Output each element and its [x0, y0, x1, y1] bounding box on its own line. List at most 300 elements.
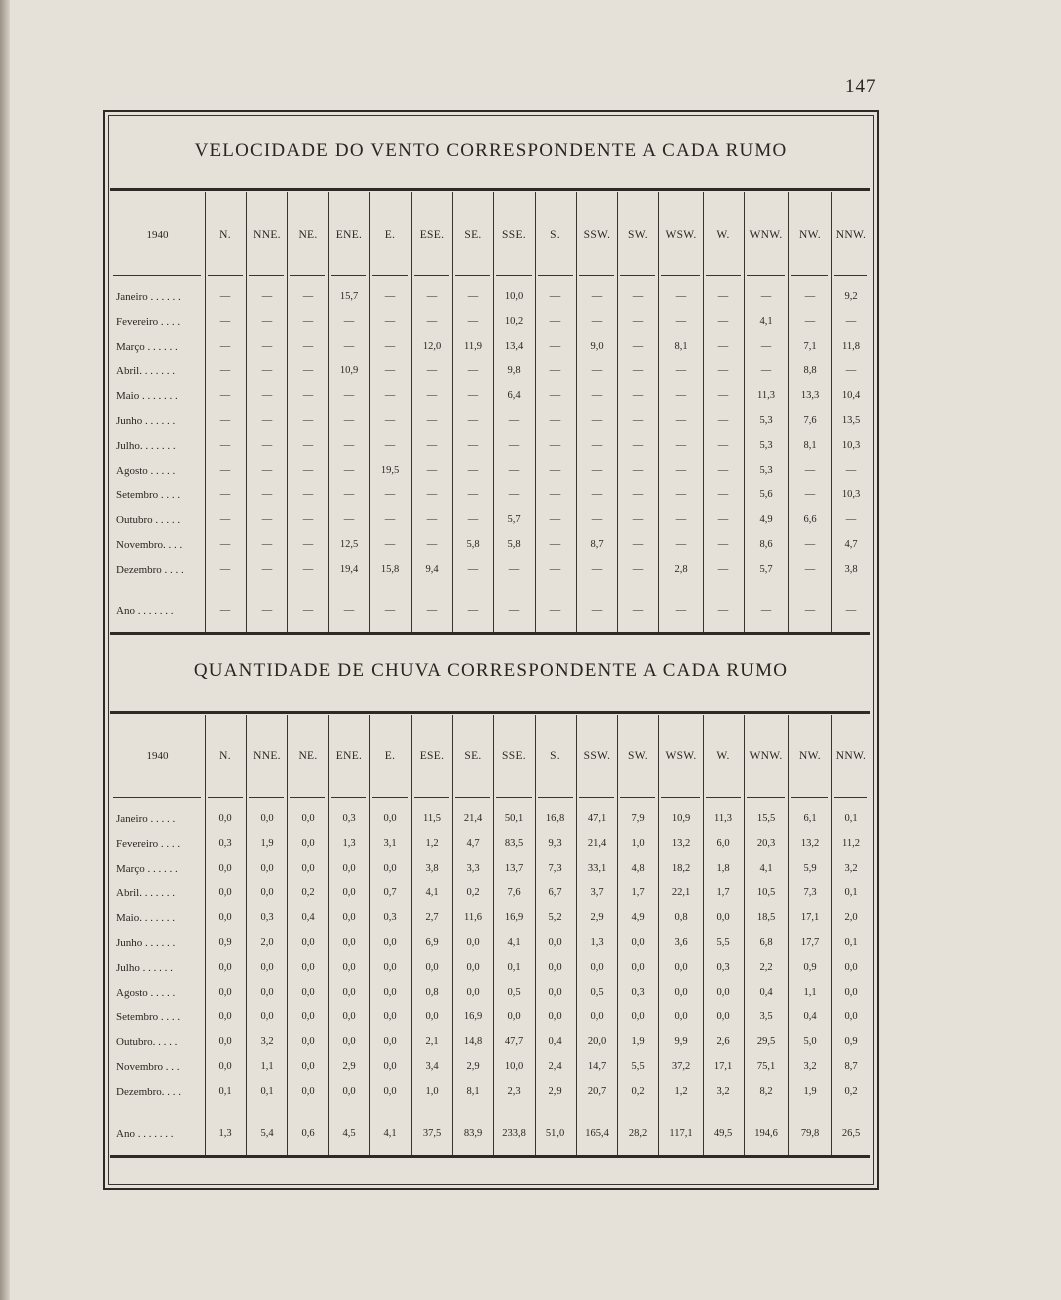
table-cell: 1,9	[803, 1085, 817, 1097]
column-header-n: N.	[219, 750, 231, 762]
table-cell: 8,6	[759, 539, 773, 550]
total-cell: —	[760, 605, 772, 616]
table-cell: 11,3	[757, 390, 775, 402]
table-cell: 0,0	[383, 813, 397, 824]
column-header-se: SE.	[464, 750, 482, 762]
table-cell: —	[717, 365, 729, 377]
table-cell: 16,9	[504, 912, 524, 924]
table-cell: —	[302, 539, 314, 550]
total-cell: 79,8	[800, 1128, 820, 1139]
table-cell: —	[302, 415, 314, 426]
table-cell: 10,3	[841, 489, 861, 501]
table-cell: —	[384, 489, 396, 501]
table-cell: 8,7	[844, 1061, 858, 1072]
column-header-ese: ESE.	[419, 229, 445, 241]
table-cell: —	[549, 464, 561, 476]
page-binding-edge	[0, 0, 10, 1300]
table-cell: 2,1	[425, 1036, 439, 1048]
table-cell: —	[591, 365, 603, 377]
table-cell: 0,2	[631, 1085, 645, 1097]
table-cell: —	[591, 464, 603, 476]
table-cell: 9,9	[674, 1036, 688, 1048]
column-separator	[744, 192, 745, 632]
table-cell: 11,3	[714, 813, 732, 824]
table-cell: 0,0	[260, 862, 274, 874]
column-header-n: N.	[219, 229, 231, 241]
total-cell: —	[508, 605, 520, 616]
table-cell: 12,0	[422, 340, 442, 352]
table-cell: 0,2	[301, 887, 315, 899]
column-header-ene: ENE.	[335, 750, 363, 762]
table-cell: —	[426, 439, 438, 451]
table-cell: —	[261, 365, 273, 377]
table-cell: —	[219, 539, 231, 550]
table-cell: 0,3	[342, 813, 356, 824]
table-cell: —	[343, 415, 355, 426]
table-cell: 10,0	[504, 291, 524, 302]
header-underline	[620, 275, 655, 276]
table-cell: —	[302, 291, 314, 302]
header-underline	[620, 797, 655, 798]
table-cell: 17,7	[800, 937, 820, 948]
table-cell: —	[219, 415, 231, 426]
total-cell: —	[426, 605, 438, 616]
table-cell: —	[426, 390, 438, 402]
column-header-ssw: SSW.	[583, 229, 611, 241]
table-cell: —	[219, 365, 231, 377]
table-cell: 0,0	[844, 986, 858, 998]
table-cell: 17,1	[713, 1061, 733, 1072]
table-cell: 2,9	[548, 1085, 562, 1097]
column-header-wnw: WNW.	[749, 229, 783, 241]
table-cell: 0,0	[466, 986, 480, 998]
column-header-ne: NE.	[298, 750, 318, 762]
table-cell: 16,8	[545, 813, 565, 824]
table-cell: —	[549, 315, 561, 327]
table-cell: 5,6	[759, 489, 773, 501]
row-label: Dezembro. . . .	[116, 1085, 182, 1098]
table-cell: —	[343, 464, 355, 476]
table-cell: 13,2	[671, 837, 691, 849]
table-cell: —	[804, 539, 816, 550]
table-cell: —	[261, 514, 273, 526]
table-cell: 11,2	[842, 837, 860, 849]
total-cell: 26,5	[841, 1128, 861, 1139]
table-cell: 0,1	[844, 813, 858, 824]
table-cell: —	[845, 464, 857, 476]
table-cell: 5,0	[803, 1036, 817, 1048]
table-cell: 10,9	[671, 813, 691, 824]
total-cell: 0,6	[301, 1128, 315, 1139]
column-header-nnw: NNW.	[835, 750, 867, 762]
table-cell: 1,8	[716, 862, 730, 874]
table-cell: —	[717, 340, 729, 352]
total-cell: —	[467, 605, 479, 616]
table-cell: —	[804, 464, 816, 476]
total-cell: 4,1	[383, 1128, 397, 1139]
table-cell: 0,0	[548, 1011, 562, 1023]
table-cell: —	[632, 514, 644, 526]
table-cell: 0,9	[844, 1036, 858, 1048]
column-separator	[788, 192, 789, 632]
table-cell: 14,7	[587, 1061, 607, 1072]
table-cell: 19,4	[339, 563, 359, 575]
table-cell: 0,0	[383, 1036, 397, 1048]
table-cell: 5,7	[759, 563, 773, 575]
table-cell: 0,0	[301, 837, 315, 849]
row-label: Julho. . . . . . .	[116, 439, 176, 452]
table-cell: 1,9	[260, 837, 274, 849]
total-cell: 194,6	[754, 1128, 778, 1139]
table-cell: 6,6	[803, 514, 817, 526]
table-cell: 0,0	[218, 1036, 232, 1048]
section-divider-rule	[110, 632, 870, 635]
rain-top-rule	[110, 711, 870, 714]
table-cell: —	[426, 315, 438, 327]
header-underline	[113, 797, 201, 798]
total-cell: 83,9	[463, 1128, 483, 1139]
table-cell: —	[804, 291, 816, 302]
table-cell: —	[261, 464, 273, 476]
table-cell: 3,2	[716, 1085, 730, 1097]
table-cell: 0,5	[590, 986, 604, 998]
table-cell: 0,0	[342, 937, 356, 948]
header-underline	[538, 797, 573, 798]
table-cell: 6,0	[716, 837, 730, 849]
table-cell: 0,0	[844, 961, 858, 973]
header-underline	[414, 275, 449, 276]
column-separator	[658, 715, 659, 1155]
table-cell: —	[591, 563, 603, 575]
table-cell: 0,0	[631, 1011, 645, 1023]
table-cell: 29,5	[756, 1036, 776, 1048]
column-header-w: W.	[716, 750, 730, 762]
row-label: Abril. . . . . . .	[116, 365, 175, 378]
row-label: Julho . . . . . .	[116, 961, 173, 974]
column-header-s: S.	[550, 750, 560, 762]
table-cell: —	[717, 390, 729, 402]
year-header: 1940	[146, 229, 169, 241]
table-cell: —	[632, 415, 644, 426]
table-cell: —	[302, 390, 314, 402]
table-cell: 21,4	[587, 837, 607, 849]
table-cell: 4,7	[844, 539, 858, 550]
table-cell: —	[508, 439, 520, 451]
table-cell: 9,0	[590, 340, 604, 352]
table-cell: 8,1	[674, 340, 688, 352]
table-cell: 0,0	[260, 1011, 274, 1023]
table-cell: 2,7	[425, 912, 439, 924]
table-cell: 0,0	[260, 961, 274, 973]
total-cell: 49,5	[713, 1128, 733, 1139]
table-cell: —	[632, 439, 644, 451]
table-cell: 10,3	[841, 439, 861, 451]
table-cell: —	[219, 291, 231, 302]
table-cell: —	[384, 390, 396, 402]
row-label: Novembro . . .	[116, 1061, 180, 1073]
table-cell: —	[219, 464, 231, 476]
table-cell: —	[302, 365, 314, 377]
table-cell: 10,4	[841, 390, 861, 402]
table-cell: —	[384, 415, 396, 426]
table-cell: 0,4	[759, 986, 773, 998]
table-cell: —	[549, 390, 561, 402]
header-underline	[496, 275, 532, 276]
row-label: Novembro. . . .	[116, 539, 183, 551]
table-cell: 1,1	[260, 1061, 274, 1072]
total-cell: —	[384, 605, 396, 616]
table-cell: —	[675, 415, 687, 426]
table-cell: 4,1	[425, 887, 439, 899]
table-cell: 0,0	[716, 1011, 730, 1023]
row-label: Abril. . . . . . .	[116, 887, 175, 900]
table-cell: 0,0	[425, 961, 439, 973]
column-header-wsw: WSW.	[665, 750, 697, 762]
table-cell: 0,0	[218, 1011, 232, 1023]
row-label: Junho . . . . . .	[116, 937, 176, 949]
header-underline	[249, 275, 284, 276]
table-cell: 0,3	[260, 912, 274, 924]
table-cell: 0,1	[218, 1085, 232, 1097]
table-cell: —	[261, 439, 273, 451]
table-cell: —	[384, 514, 396, 526]
table-cell: —	[675, 315, 687, 327]
table-cell: —	[717, 489, 729, 501]
table-cell: —	[804, 315, 816, 327]
table-cell: 6,4	[507, 390, 521, 402]
table-cell: 0,1	[844, 937, 858, 948]
table-cell: 2,8	[674, 563, 688, 575]
row-label: Março . . . . . .	[116, 340, 178, 353]
table-cell: 7,6	[803, 415, 817, 426]
table-cell: 4,9	[631, 912, 645, 924]
table-cell: 2,4	[548, 1061, 562, 1072]
table-cell: —	[632, 489, 644, 501]
total-row-label: Ano . . . . . . .	[116, 1128, 174, 1140]
table-cell: 1,3	[342, 837, 356, 849]
table-cell: 0,0	[674, 986, 688, 998]
table-cell: —	[261, 291, 273, 302]
row-label: Agosto . . . . .	[116, 464, 176, 477]
column-header-sse: SSE.	[502, 229, 526, 241]
table-cell: 4,8	[631, 862, 645, 874]
table-cell: 0,3	[631, 986, 645, 998]
table-cell: —	[384, 315, 396, 327]
table-cell: —	[675, 439, 687, 451]
column-header-nne: NNE.	[253, 750, 281, 762]
table-cell: —	[302, 563, 314, 575]
total-cell: 1,3	[218, 1128, 232, 1139]
table-cell: 9,2	[844, 291, 858, 302]
column-separator	[658, 192, 659, 632]
table-cell: —	[467, 514, 479, 526]
table-cell: 6,7	[548, 887, 562, 899]
table-cell: 10,2	[504, 315, 524, 327]
table-cell: 0,0	[507, 1011, 521, 1023]
table-cell: —	[261, 390, 273, 402]
table-cell: —	[591, 514, 603, 526]
table-cell: —	[302, 340, 314, 352]
table-cell: 0,0	[218, 961, 232, 973]
column-header-ne: NE.	[298, 229, 318, 241]
table-cell: 0,1	[260, 1085, 274, 1097]
table-cell: 0,2	[844, 1085, 858, 1097]
table-cell: 18,2	[671, 862, 691, 874]
table-cell: —	[717, 514, 729, 526]
table-cell: 0,0	[342, 887, 356, 899]
table-cell: 0,0	[590, 1011, 604, 1023]
table-cell: 0,0	[218, 912, 232, 924]
column-header-nw: NW.	[799, 229, 821, 241]
table-cell: —	[675, 539, 687, 550]
table-cell: 5,8	[466, 539, 480, 550]
table-cell: 0,8	[425, 986, 439, 998]
table-cell: 0,0	[383, 862, 397, 874]
table-cell: 13,2	[800, 837, 820, 849]
header-underline	[661, 275, 700, 276]
table-cell: 5,3	[759, 415, 773, 426]
table-cell: 5,9	[803, 862, 817, 874]
total-cell: 5,4	[260, 1128, 274, 1139]
table-cell: 2,0	[260, 937, 274, 948]
table-cell: 0,0	[301, 1036, 315, 1048]
table-cell: 13,4	[504, 340, 524, 352]
table-cell: —	[804, 489, 816, 501]
table-cell: —	[717, 415, 729, 426]
table-cell: 5,3	[759, 464, 773, 476]
table-cell: 10,9	[339, 365, 359, 377]
table-cell: 0,3	[716, 961, 730, 973]
table-cell: —	[632, 539, 644, 550]
table-cell: —	[845, 315, 857, 327]
table-cell: 0,0	[301, 1011, 315, 1023]
table-cell: 0,0	[301, 813, 315, 824]
table-cell: 18,5	[756, 912, 776, 924]
total-cell: 165,4	[585, 1128, 609, 1139]
table-cell: —	[760, 340, 772, 352]
table-cell: 13,3	[800, 390, 820, 402]
row-label: Janeiro . . . . .	[116, 813, 176, 825]
table-cell: —	[302, 464, 314, 476]
column-separator	[788, 715, 789, 1155]
table-cell: —	[632, 563, 644, 575]
wind-top-rule	[110, 188, 870, 191]
row-label: Maio. . . . . . .	[116, 912, 175, 925]
table-cell: —	[549, 340, 561, 352]
table-cell: —	[302, 489, 314, 501]
table-cell: —	[384, 291, 396, 302]
table-cell: 0,0	[631, 937, 645, 948]
table-cell: —	[467, 390, 479, 402]
table-cell: 8,8	[803, 365, 817, 377]
table-cell: 0,4	[301, 912, 315, 924]
table-cell: 2,2	[759, 961, 773, 973]
column-header-ese: ESE.	[419, 750, 445, 762]
total-cell: 233,8	[502, 1128, 526, 1139]
table-cell: 17,1	[800, 912, 820, 924]
table-cell: —	[717, 563, 729, 575]
header-underline	[579, 275, 614, 276]
column-header-e: E.	[384, 229, 396, 241]
column-header-se: SE.	[464, 229, 482, 241]
table-cell: —	[219, 390, 231, 402]
row-label: Março . . . . . .	[116, 862, 178, 875]
table-cell: 1,1	[803, 986, 817, 998]
header-underline	[791, 275, 828, 276]
table-cell: 1,3	[590, 937, 604, 948]
table-cell: —	[343, 514, 355, 526]
table-cell: 0,9	[803, 961, 817, 973]
column-header-wsw: WSW.	[665, 229, 697, 241]
row-label: Fevereiro . . . .	[116, 315, 181, 328]
table-cell: 0,0	[383, 1011, 397, 1023]
table-cell: 0,0	[383, 986, 397, 998]
table-cell: —	[384, 340, 396, 352]
table-cell: —	[302, 315, 314, 327]
table-cell: —	[591, 291, 603, 302]
table-cell: 0,3	[383, 912, 397, 924]
table-cell: 14,8	[463, 1036, 483, 1048]
table-cell: —	[675, 365, 687, 377]
table-cell: 1,9	[631, 1036, 645, 1048]
table-cell: 9,3	[548, 837, 562, 849]
table-cell: —	[632, 291, 644, 302]
table-cell: 75,1	[756, 1061, 776, 1072]
total-cell: —	[302, 605, 314, 616]
table-cell: —	[426, 365, 438, 377]
table-cell: 0,0	[383, 937, 397, 948]
table-cell: —	[261, 340, 273, 352]
total-cell: —	[632, 605, 644, 616]
column-header-sw: SW.	[628, 229, 648, 241]
table-cell: —	[717, 539, 729, 550]
table-cell: 13,7	[504, 862, 524, 874]
column-header-wnw: WNW.	[749, 750, 783, 762]
table-cell: 5,5	[631, 1061, 645, 1072]
table-cell: —	[261, 489, 273, 501]
table-cell: —	[219, 439, 231, 451]
table-cell: 0,0	[342, 912, 356, 924]
wind-section-title: VELOCIDADE DO VENTO CORRESPONDENTE A CADA RUMO	[194, 140, 788, 161]
table-cell: 0,0	[301, 937, 315, 948]
table-cell: —	[467, 489, 479, 501]
row-label: Dezembro . . . .	[116, 563, 184, 576]
table-cell: 0,0	[342, 986, 356, 998]
table-cell: —	[384, 439, 396, 451]
table-cell: 7,1	[803, 340, 817, 352]
table-cell: 3,3	[466, 862, 480, 874]
table-cell: —	[343, 439, 355, 451]
table-cell: —	[549, 365, 561, 377]
table-cell: 0,0	[548, 961, 562, 973]
table-cell: —	[632, 390, 644, 402]
header-underline	[372, 275, 408, 276]
column-header-nw: NW.	[799, 750, 821, 762]
table-cell: 0,0	[383, 1085, 397, 1097]
table-cell: —	[549, 539, 561, 550]
table-cell: 3,1	[383, 837, 397, 849]
table-cell: —	[343, 340, 355, 352]
table-cell: 0,0	[301, 961, 315, 973]
table-cell: 3,7	[590, 887, 604, 899]
table-cell: 1,7	[716, 887, 730, 899]
table-cell: —	[760, 291, 772, 302]
table-cell: 0,0	[844, 1011, 858, 1023]
header-underline	[455, 275, 490, 276]
column-header-w: W.	[716, 229, 730, 241]
column-header-ene: ENE.	[335, 229, 363, 241]
row-label: Outubro . . . . .	[116, 514, 181, 527]
